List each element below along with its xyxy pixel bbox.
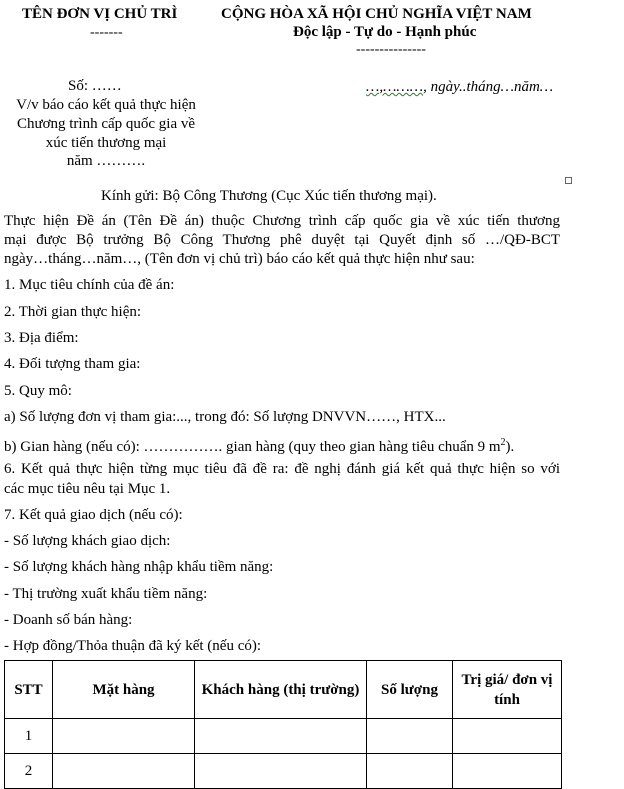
subject-line-2: Chương trình cấp quốc gia về — [16, 116, 196, 132]
bullet-customers: - Số lượng khách giao dịch: — [4, 533, 171, 549]
table-cell: 2 — [5, 754, 53, 789]
table-cell: 1 — [5, 719, 53, 754]
header-item: Mặt hàng — [53, 661, 195, 719]
intro-line-3: ngày…tháng…năm…, (Tên đơn vị chủ trì) báo cáo kết quả thực hiện như sau: — [4, 251, 475, 267]
organization-divider: ------- — [90, 25, 123, 40]
motto-divider: --------------- — [356, 42, 426, 57]
header-stt: STT — [5, 661, 53, 719]
date-line — [366, 77, 553, 97]
table-cell — [453, 754, 562, 789]
subject-line-4: năm ………. — [66, 153, 146, 169]
subject-line-3: xúc tiến thương mại — [45, 135, 167, 151]
table-cell — [367, 754, 453, 789]
table-row — [5, 754, 562, 789]
bullet-sales: - Doanh số bán hàng: — [4, 612, 133, 628]
table-cell — [453, 719, 562, 754]
item-5: 5. Quy mô: — [4, 383, 72, 399]
item-5a: a) Số lượng đơn vị tham gia:..., trong đó: Số lượng DNVVN……, HTX... — [4, 409, 446, 425]
organization-name: TÊN ĐƠN VỊ CHỦ TRÌ — [22, 6, 178, 22]
table-cell — [195, 719, 367, 754]
table-cell — [53, 754, 195, 789]
document-number: Số: …… — [68, 78, 122, 94]
header-customer: Khách hàng (thị trường) — [195, 661, 367, 719]
header-value: Trị giá/ đơn vị tính — [453, 661, 562, 719]
table-cell — [195, 754, 367, 789]
paragraph-marker — [565, 177, 572, 184]
item-1: 1. Mục tiêu chính của đề án: — [4, 277, 175, 293]
table-cell — [53, 719, 195, 754]
bullet-importers: - Số lượng khách hàng nhập khẩu tiềm năng: — [4, 559, 274, 575]
bullet-contracts: - Hợp đồng/Thỏa thuận đã ký kết (nếu có): — [4, 638, 262, 654]
item-6-line-2: các mục tiêu nêu tại Mục 1. — [4, 481, 171, 497]
table-row — [5, 719, 562, 754]
item-5b: b) Gian hàng (nếu có): ……………. gian hàng (quy theo gian hàng tiêu chuẩn 9 $m^2$). — [4, 437, 515, 455]
intro-line-2: mại được Bộ trưởng Bộ Công Thương phê duyệt tại Quyết định số …/QĐ-BCT — [4, 232, 560, 248]
national-title: CỘNG HÒA XÃ HỘI CHỦ NGHĨA VIỆT NAM — [221, 6, 532, 22]
subject-line-1: V/v báo cáo kết quả thực hiện — [16, 97, 196, 113]
item-6-line-1: 6. Kết quả thực hiện từng mục tiêu đã đề ra: đề nghị đánh giá kết quả thực hiện so với — [4, 461, 560, 477]
national-motto: Độc lập - Tự do - Hạnh phúc — [293, 24, 477, 40]
item-7: 7. Kết quả giao dịch (nếu có): — [4, 507, 183, 523]
header-quantity: Số lượng — [367, 661, 453, 719]
item-3: 3. Địa điểm: — [4, 330, 79, 346]
item-4: 4. Đối tượng tham gia: — [4, 356, 141, 372]
contracts-table — [4, 660, 562, 789]
date-place-dots: …,……… — [366, 79, 424, 95]
table-cell — [367, 719, 453, 754]
addressee: Kính gửi: Bộ Công Thương (Cục Xúc tiến thương mại). — [101, 188, 437, 204]
intro-line-1: Thực hiện Đề án (Tên Đề án) thuộc Chương trình cấp quốc gia về xúc tiến thương — [4, 213, 560, 229]
item-2: 2. Thời gian thực hiện: — [4, 304, 142, 320]
bullet-markets: - Thị trường xuất khẩu tiềm năng: — [4, 586, 208, 602]
date-text: , ngày..tháng…năm… — [423, 79, 554, 95]
table-header-row — [5, 661, 562, 719]
